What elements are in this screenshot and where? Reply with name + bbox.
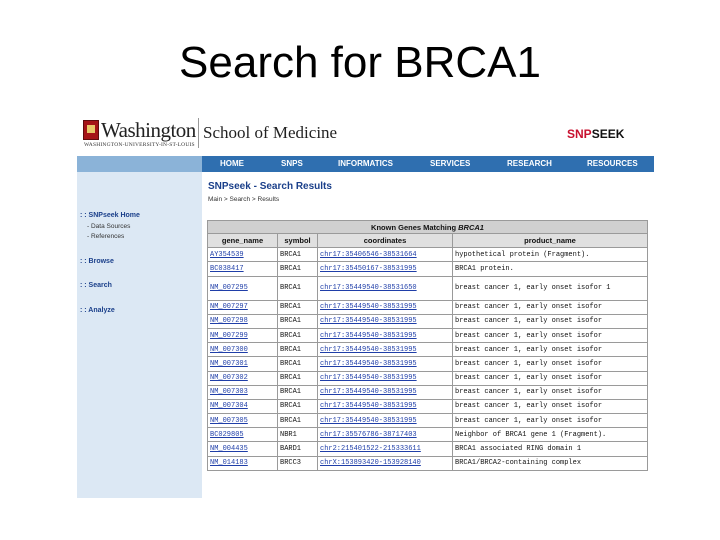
nav-snps[interactable]: SNPS [281,159,303,168]
table-row [208,371,648,385]
gene-name-link[interactable]: NM_007299 [208,328,278,342]
product-name-cell: breast cancer 1, early onset isofor [453,314,648,328]
symbol-cell: BRCA1 [278,414,318,428]
gene-name-link[interactable]: NM_007295 [208,276,278,300]
nav-left-spacer [77,156,202,172]
gene-name-link[interactable]: NM_007305 [208,414,278,428]
gene-name-link[interactable]: NM_007304 [208,399,278,413]
table-row [208,456,648,470]
coordinates-link[interactable]: chr17:35576786-38717403 [318,428,453,442]
coordinates-link[interactable]: chr17:35449540-38531995 [318,343,453,357]
gene-name-link[interactable]: BC038417 [208,262,278,276]
product-name-cell: breast cancer 1, early onset isofor [453,357,648,371]
gene-name-link[interactable]: BC029805 [208,428,278,442]
gene-name-link[interactable]: NM_007301 [208,357,278,371]
table-row [208,357,648,371]
symbol-cell: BARD1 [278,442,318,456]
sidebar-item-analyze[interactable]: : : Analyze [80,307,115,314]
table-row [208,248,648,262]
coordinates-link[interactable]: chr17:35406546-38531664 [318,248,453,262]
product-name-cell: BRCA1 protein. [453,262,648,276]
column-header-gene-name: gene_name [208,234,278,248]
sidebar-item-browse[interactable]: : : Browse [80,258,114,265]
results-table [207,220,648,471]
product-name-cell: BRCA1 associated RING domain 1 [453,442,648,456]
nav-resources[interactable]: RESOURCES [587,159,638,168]
coordinates-link[interactable]: chr17:35450167-38531995 [318,262,453,276]
product-name-cell: breast cancer 1, early onset isofor [453,385,648,399]
snpseek-logo[interactable] [567,127,624,141]
product-name-cell: breast cancer 1, early onset isofor 1 [453,276,648,300]
coordinates-link[interactable]: chr17:35449540-38531995 [318,314,453,328]
nav-home[interactable]: HOME [220,159,244,168]
product-name-cell: hypothetical protein (Fragment). [453,248,648,262]
table-row [208,414,648,428]
symbol-cell: BRCA1 [278,399,318,413]
table-row [208,300,648,314]
gene-name-link[interactable]: NM_007300 [208,343,278,357]
product-name-cell: Neighbor of BRCA1 gene 1 (Fragment). [453,428,648,442]
symbol-cell: BRCA1 [278,343,318,357]
coordinates-link[interactable]: chr17:35449540-38531995 [318,385,453,399]
product-name-cell: breast cancer 1, early onset isofor [453,343,648,357]
table-row [208,314,648,328]
university-logo-text[interactable]: Washington [101,118,196,142]
gene-name-link[interactable]: NM_007303 [208,385,278,399]
site-header [77,112,654,157]
sidebar-item-home[interactable]: : : SNPseek Home [80,212,140,219]
nav-research[interactable]: RESEARCH [507,159,552,168]
brand-snp: SNP [567,127,592,141]
gene-name-link[interactable]: NM_014183 [208,456,278,470]
column-header-coordinates: coordinates [318,234,453,248]
school-name[interactable]: School of Medicine [203,123,338,142]
coordinates-link[interactable]: chrX:153893420-153928140 [318,456,453,470]
university-subtitle: WASHINGTON-UNIVERSITY-IN-ST-LOUIS [84,142,195,148]
column-header-symbol: symbol [278,234,318,248]
table-caption [208,221,648,234]
coordinates-link[interactable]: chr17:35449540-38531995 [318,414,453,428]
table-row [208,276,648,300]
gene-name-link[interactable]: NM_007302 [208,371,278,385]
symbol-cell: BRCA1 [278,248,318,262]
page-title: SNPseek - Search Results [208,181,332,192]
table-row [208,428,648,442]
table-caption-text: Known Genes Matching [371,222,457,232]
table-row [208,328,648,342]
table-row [208,399,648,413]
product-name-cell: breast cancer 1, early onset isofor [453,328,648,342]
nav-services[interactable]: SERVICES [430,159,471,168]
symbol-cell: BRCA1 [278,357,318,371]
browser-screenshot [77,112,654,498]
header-divider [198,118,199,148]
symbol-cell: BRCA1 [278,300,318,314]
table-row [208,262,648,276]
product-name-cell: breast cancer 1, early onset isofor [453,399,648,413]
symbol-cell: BRCA1 [278,276,318,300]
coordinates-link[interactable]: chr17:35449540-38531995 [318,371,453,385]
coordinates-link[interactable]: chr17:35449540-38531995 [318,399,453,413]
symbol-cell: BRCA1 [278,262,318,276]
breadcrumb[interactable]: Main > Search > Results [208,196,280,203]
symbol-cell: BRCA1 [278,385,318,399]
main-nav [77,156,654,172]
table-caption-query: BRCA1 [458,222,484,232]
table-row [208,385,648,399]
coordinates-link[interactable]: chr2:215401522-215333611 [318,442,453,456]
product-name-cell: breast cancer 1, early onset isofor [453,414,648,428]
coordinates-link[interactable]: chr17:35449540-38531995 [318,357,453,371]
sidebar-item-search[interactable]: : : Search [80,282,112,289]
symbol-cell: BRCA1 [278,328,318,342]
sidebar-item-references[interactable]: - References [87,233,125,240]
gene-name-link[interactable]: NM_007298 [208,314,278,328]
gene-name-link[interactable]: NM_004435 [208,442,278,456]
table-row [208,442,648,456]
slide-title: Search for BRCA1 [179,38,541,87]
product-name-cell: BRCA1/BRCA2-containing complex [453,456,648,470]
university-crest-icon[interactable] [83,120,99,140]
symbol-cell: NBR1 [278,428,318,442]
gene-name-link[interactable]: NM_007297 [208,300,278,314]
symbol-cell: BRCC3 [278,456,318,470]
sidebar-item-data-sources[interactable]: - Data Sources [87,223,131,230]
coordinates-link[interactable]: chr17:35449540-38531650 [318,276,453,300]
column-header-product-name: product_name [453,234,648,248]
product-name-cell: breast cancer 1, early onset isofor [453,300,648,314]
table-row [208,343,648,357]
symbol-cell: BRCA1 [278,314,318,328]
product-name-cell: breast cancer 1, early onset isofor [453,371,648,385]
gene-name-link[interactable]: AY354539 [208,248,278,262]
coordinates-link[interactable]: chr17:35449540-38531995 [318,328,453,342]
brand-seek: SEEK [591,127,625,141]
coordinates-link[interactable]: chr17:35449540-38531995 [318,300,453,314]
sidebar [77,172,202,498]
symbol-cell: BRCA1 [278,371,318,385]
nav-informatics[interactable]: INFORMATICS [338,159,393,168]
